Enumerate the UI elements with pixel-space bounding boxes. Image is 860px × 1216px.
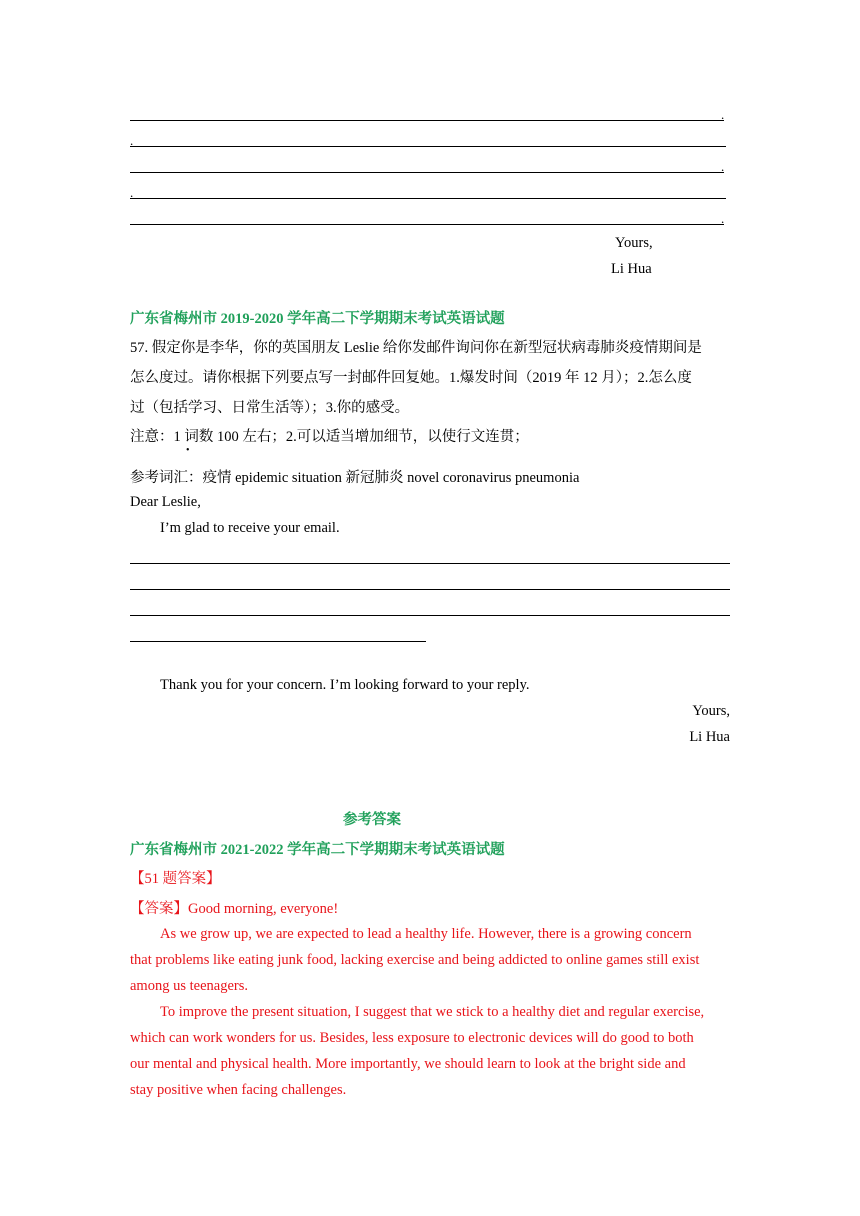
answer-paragraph-line: stay positive when facing challenges. [130,1082,347,1098]
writing-line [130,641,426,642]
answer-paragraph-line: which can work wonders for us. Besides, less exposure to electronic devices will do good to both [130,1030,694,1046]
answers-heading: 参考答案 [343,812,401,828]
answer-paragraph-line: among us teenagers. [130,978,248,994]
emphasis-dot: • [186,445,190,456]
letter-greeting: Dear Leslie, [130,494,201,510]
line-start-mark: . [130,185,134,200]
answer-start: Good morning, everyone! [188,901,339,917]
writing-line [130,198,726,199]
writing-line [130,120,724,121]
question-prompt-line: 怎么度过。请你根据下列要点写一封邮件回复她。1.爆发时间（2019 年 12 月）；2.怎么度 [130,370,692,386]
letter-opening: I’m glad to receive your email. [160,520,340,536]
answer-paragraph-line: To improve the present situation, I suggest that we stick to a healthy diet and regular exercise, [160,1004,705,1020]
answer-number-label: 【51 题答案】 [130,871,221,887]
line-end-mark: . [721,107,725,122]
question-prompt-line: 过（包括学习、日常生活等）；3.你的感受。 [130,400,410,416]
line-end-mark: . [721,211,725,226]
answer-paragraph-line: As we grow up, we are expected to lead a healthy life. However, there is a growing concern [160,926,692,942]
question-source: 广东省梅州市 2019-2020 学年高二下学期期末考试英语试题 [130,311,505,327]
letter-closing: Yours, [615,235,653,251]
letter-signature: Li Hua [611,261,652,277]
writing-line [130,563,730,564]
line-end-mark: . [721,159,725,174]
question-note: 注意：1 词数 100 左右；2.可以适当增加细节，以使行文连贯； [130,429,529,445]
writing-line [130,615,730,616]
letter-signature: Li Hua [689,729,730,745]
letter-closing: Yours, [692,703,730,719]
answer-label: 【答案】 [130,901,188,917]
answer-paragraph-line: that problems like eating junk food, lacking exercise and being addicted to online games still exist [130,952,700,968]
answers-source: 广东省梅州市 2021-2022 学年高二下学期期末考试英语试题 [130,842,505,858]
answer-paragraph-line: our mental and physical health. More importantly, we should learn to look at the bright side and [130,1056,686,1072]
writing-line [130,224,724,225]
writing-line [130,172,724,173]
line-start-mark: . [130,133,134,148]
question-vocab: 参考词汇：疫情 epidemic situation 新冠肺炎 novel coronavirus pneumonia [130,470,580,486]
writing-line [130,146,726,147]
letter-ending: Thank you for your concern. I’m looking forward to your reply. [160,677,530,693]
answer-first-line [130,897,338,918]
writing-line [130,589,730,590]
question-prompt-line: 57. 假定你是李华，你的英国朋友 Leslie 给你发邮件询问你在新型冠状病毒肺炎疫情期间是 [130,340,702,356]
